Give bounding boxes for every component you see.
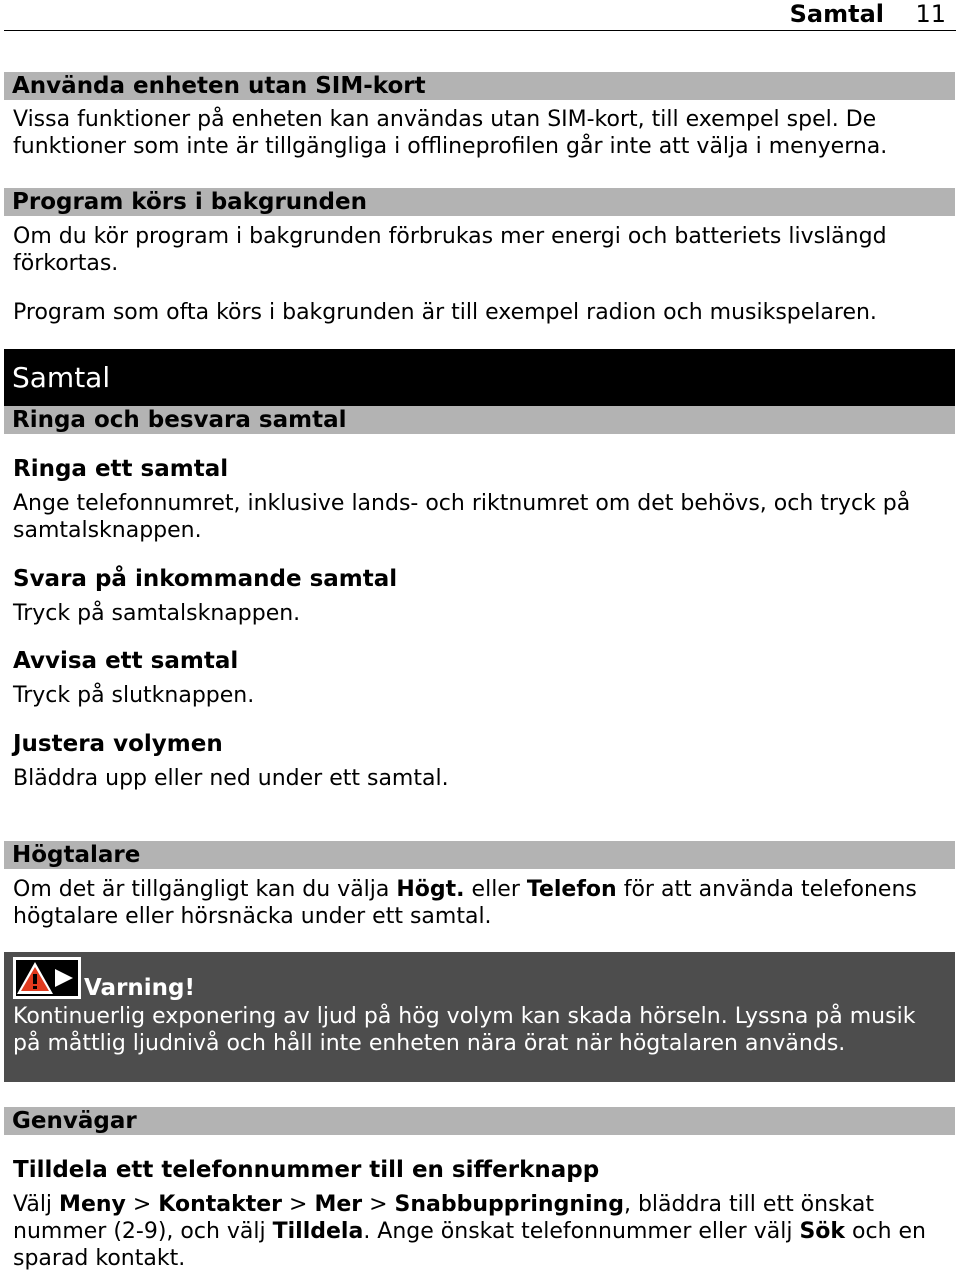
volume-paragraph: Bläddra upp eller ned under ett samtal. [13,766,449,791]
speed-dial-term: Snabbuppringning [394,1192,624,1217]
header-section-title: Samtal [789,0,884,28]
warning-text: Kontinuerlig exponering av ljud på hög volym kan skada hörseln. Lyssna på musik på måttlig ljudnivå och håll inte enheten nära örat när högtalaren används. [13,1004,916,1056]
reject-call-paragraph: Tryck på slutknappen. [13,683,255,708]
assign-term: Tilldela [272,1219,364,1244]
section-heading-no-sim-label: Använda enheten utan SIM-kort [12,73,426,99]
background-paragraph-2: Program som ofta körs i bakgrunden är till exempel radion och musikspelaren. [13,300,877,325]
section-heading-background-label: Program körs i bakgrunden [12,189,367,215]
chapter-heading [4,349,955,407]
header-divider [4,30,956,31]
make-call-paragraph: Ange telefonnumret, inklusive lands- och riktnumret om det behövs, och tryck på samtalsknappen. [13,491,911,543]
warning-sign-icon [13,957,81,999]
section-heading-speaker [4,841,955,869]
speaker-option-phone: Telefon [526,877,617,902]
page-header [0,0,960,32]
no-sim-paragraph: Vissa funktioner på enheten kan användas utan SIM-kort, till exempel spel. De funktioner som inte är tillgängliga i offlineprofilen går inte att välja i menyerna. [13,107,888,159]
reject-call-heading: Avvisa ett samtal [13,648,239,674]
chapter-heading-label: Samtal [12,361,111,394]
speaker-text-c: för att använda telefonens högtalare eller hörsnäcka under ett samtal. [13,877,917,929]
volume-heading: Justera volymen [13,731,223,757]
speed-dial-heading: Tilldela ett telefonnummer till en sifferknapp [13,1157,600,1183]
speed-dial-paragraph [13,1191,948,1272]
section-heading-shortcuts-label: Genvägar [12,1108,137,1134]
more-term: Mer [314,1192,363,1217]
section-heading-speaker-label: Högtalare [12,842,141,868]
section-heading-calls [4,406,955,434]
speaker-text-b: eller [464,877,527,902]
speaker-paragraph [13,876,948,930]
shortcuts-text-1: Välj [13,1192,60,1217]
section-heading-calls-label: Ringa och besvara samtal [12,407,347,433]
shortcuts-text-4: och en sparad kontakt. [13,1219,926,1271]
page-number: 11 [915,0,946,28]
section-heading-no-sim [4,72,955,100]
search-term: Sök [799,1219,846,1244]
speaker-text-a: Om det är tillgängligt kan du välja [13,877,397,902]
contacts-term: Kontakter [158,1192,283,1217]
warning-box [4,952,955,1082]
make-call-heading: Ringa ett samtal [13,456,229,482]
separator-1: > [125,1192,159,1217]
shortcuts-text-2: , bläddra till ett önskat nummer (2-9), och välj [13,1192,875,1244]
answer-call-heading: Svara på inkommande samtal [13,566,398,592]
separator-3: > [362,1192,395,1217]
background-paragraph-1: Om du kör program i bakgrunden förbrukas mer energi och batteriets livslängd förkortas. [13,224,887,276]
menu-term: Meny [59,1192,126,1217]
warning-title: Varning! [84,975,195,1001]
shortcuts-text-3: . Ange önskat telefonnummer eller välj [363,1219,800,1244]
speaker-option-loud: Högt. [396,877,465,902]
section-heading-background [4,188,955,216]
separator-2: > [282,1192,315,1217]
answer-call-paragraph: Tryck på samtalsknappen. [13,601,301,626]
section-heading-shortcuts [4,1107,955,1135]
